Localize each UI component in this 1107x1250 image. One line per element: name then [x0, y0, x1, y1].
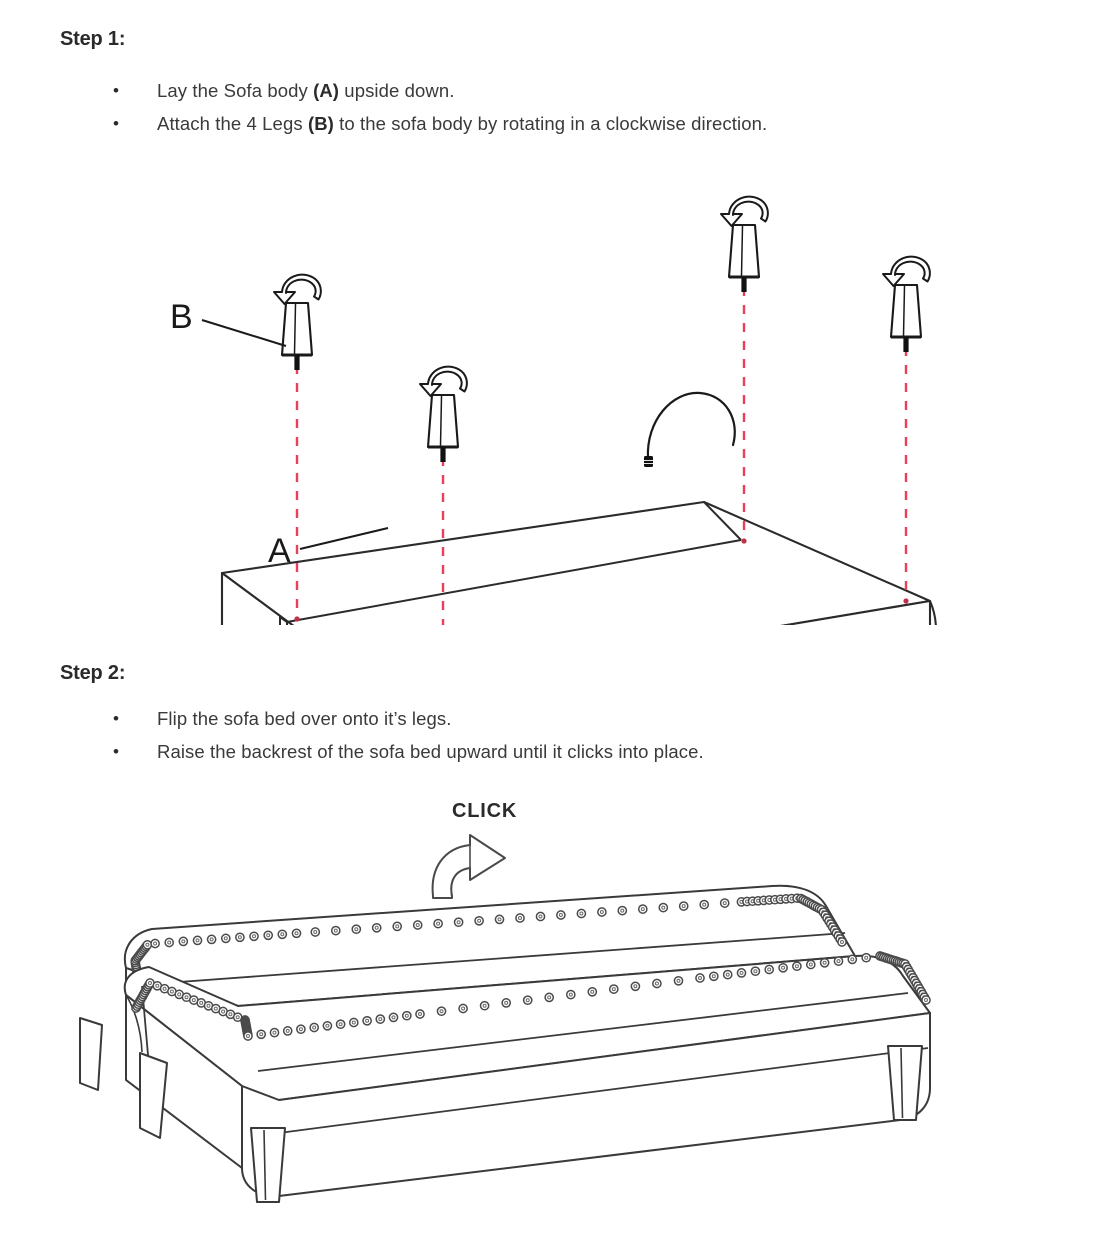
- list-item-text-pre: Attach the 4 Legs: [157, 113, 308, 134]
- list-item-text-bold: (B): [307, 113, 334, 134]
- leg-part-b-3: [721, 197, 768, 292]
- step-2-heading: Step 2:: [60, 662, 126, 684]
- list-item: [113, 111, 767, 137]
- bullet-icon: •: [113, 114, 119, 133]
- click-arrow-icon: [433, 835, 505, 898]
- sofa-leg-back-right: [80, 1018, 102, 1090]
- list-item-text-pre: Lay the Sofa body: [157, 80, 314, 101]
- leg-part-b-1: [274, 275, 321, 370]
- step-1-heading: Step 1:: [60, 28, 126, 50]
- list-item-text: [157, 111, 767, 137]
- step-2-bullet-list: [113, 706, 704, 772]
- step-1-bullet-list: [113, 78, 767, 144]
- list-item-text-post: upside down.: [339, 80, 455, 101]
- leg-part-b-4: [883, 257, 930, 352]
- bullet-icon: •: [113, 709, 119, 728]
- list-item-text: Flip the sofa bed over onto it’s legs.: [157, 708, 452, 729]
- step-2-diagram: [0, 828, 1107, 1228]
- step-1-diagram: [0, 195, 1107, 625]
- label-b-callout: [170, 298, 286, 346]
- list-item: [113, 739, 704, 765]
- sofa-leg-front-right: [888, 1046, 922, 1120]
- list-item: [113, 706, 704, 732]
- list-item: [113, 78, 767, 104]
- list-item-text-bold: (A): [313, 80, 340, 101]
- part-label-b: B: [170, 298, 193, 336]
- list-item-text: Raise the backrest of the sofa bed upward until it clicks into place.: [157, 741, 704, 762]
- sofa-leg-back-left: [140, 1053, 167, 1138]
- click-callout-label: CLICK: [452, 800, 518, 822]
- list-item-text: [157, 78, 455, 104]
- mechanism-cable: [644, 393, 735, 467]
- leg-part-b-2: [420, 367, 467, 462]
- list-item-text-post: to the sofa body by rotating in a clockwise direction.: [333, 113, 768, 134]
- sofa-body-outline: [222, 502, 936, 625]
- bullet-icon: •: [113, 81, 119, 100]
- sofa-leg-front-left: [251, 1128, 285, 1202]
- bullet-icon: •: [113, 742, 119, 761]
- part-label-a: A: [268, 532, 291, 570]
